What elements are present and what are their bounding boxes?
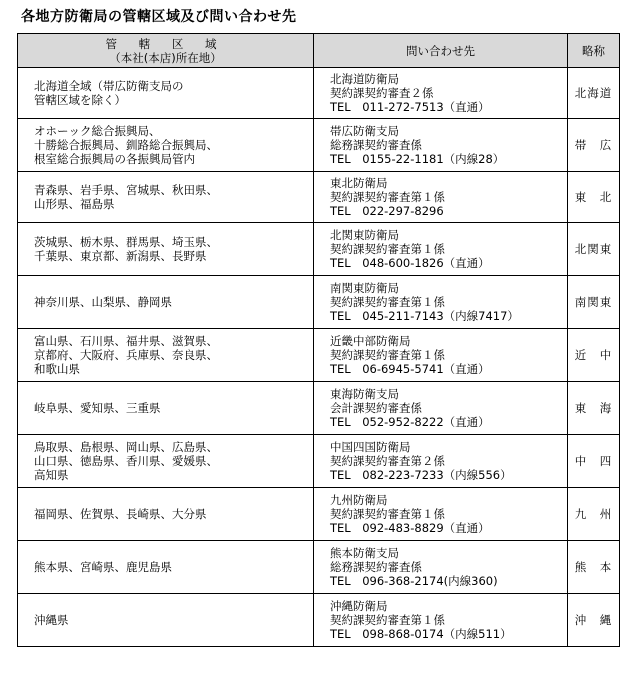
abbreviation-cell: 南関東 (568, 276, 620, 329)
abbreviation-cell: 北海道 (568, 68, 620, 119)
office-name: 東北防衛局 (330, 176, 388, 190)
office-name: 中国四国防衛局 (330, 440, 411, 454)
office-name: 北関東防衛局 (330, 228, 399, 242)
section-name: 契約課契約審査第１係 (330, 242, 445, 256)
abbreviation-cell: 帯 広 (568, 119, 620, 172)
table-row (18, 541, 620, 594)
phone-number: TEL 011-272-7513（直通） (330, 100, 490, 114)
contact-cell (314, 223, 568, 276)
table-row (18, 329, 620, 382)
office-name: 近畿中部防衛局 (330, 334, 411, 348)
section-name: 契約課契約審査第１係 (330, 190, 445, 204)
office-name: 東海防衛支局 (330, 387, 399, 401)
page-title: 各地方防衛局の管轄区域及び問い合わせ先 (21, 9, 297, 25)
abbreviation-cell: 中 四 (568, 435, 620, 488)
table-row (18, 435, 620, 488)
jurisdiction-cell: 熊本県、宮崎県、鹿児島県 (18, 541, 314, 594)
jurisdiction-cell: 富山県、石川県、福井県、滋賀県、 京都府、大阪府、兵庫県、奈良県、 和歌山県 (18, 329, 314, 382)
jurisdiction-cell: 福岡県、佐賀県、長崎県、大分県 (18, 488, 314, 541)
jurisdiction-cell: 鳥取県、島根県、岡山県、広島県、 山口県、徳島県、香川県、愛媛県、 高知県 (18, 435, 314, 488)
contact-cell (314, 276, 568, 329)
jurisdiction-cell: 沖縄県 (18, 594, 314, 647)
phone-number: TEL 0155-22-1181（内線28） (330, 152, 505, 166)
header-jurisdiction (18, 34, 314, 68)
section-name: 契約課契約審査第１係 (330, 613, 445, 627)
jurisdiction-cell: 北海道全域（帯広防衛支局の 管轄区域を除く） (18, 68, 314, 119)
phone-number: TEL 045-211-7143（内線7417） (330, 309, 519, 323)
contact-cell (314, 172, 568, 223)
office-name: 北海道防衛局 (330, 72, 399, 86)
phone-number: TEL 022-297-8296 (330, 204, 444, 218)
contact-cell (314, 119, 568, 172)
header-jurisdiction-sublabel: （本社(本店)所在地） (109, 50, 222, 65)
office-name: 九州防衛局 (330, 493, 388, 507)
contact-cell (314, 541, 568, 594)
table-row (18, 119, 620, 172)
section-name: 会計課契約審査係 (330, 401, 422, 415)
table-header-row (18, 34, 620, 68)
table-row (18, 276, 620, 329)
jurisdiction-cell: オホーック総合振興局、 十勝総合振興局、釧路総合振興局、 根室総合振興局の各振興局管内 (18, 119, 314, 172)
section-name: 契約課契約審査２係 (330, 86, 434, 100)
section-name: 総務課契約審査係 (330, 138, 422, 152)
phone-number: TEL 096-368-2174(内線360) (330, 574, 498, 588)
office-name: 帯広防衛支局 (330, 124, 399, 138)
abbreviation-cell: 東 北 (568, 172, 620, 223)
header-jurisdiction-label: 管 轄 区 域 (105, 36, 226, 51)
header-abbreviation: 略称 (568, 34, 620, 68)
phone-number: TEL 048-600-1826（直通） (330, 256, 490, 270)
header-contact: 問い合わせ先 (314, 34, 568, 68)
section-name: 契約課契約審査第１係 (330, 507, 445, 521)
table-row (18, 68, 620, 119)
table-row (18, 488, 620, 541)
table-row (18, 594, 620, 647)
office-contact-table (17, 33, 620, 647)
abbreviation-cell: 熊 本 (568, 541, 620, 594)
table-body (18, 68, 620, 647)
section-name: 契約課契約審査第２係 (330, 454, 445, 468)
contact-cell (314, 488, 568, 541)
section-name: 総務課契約審査係 (330, 560, 422, 574)
section-name: 契約課契約審査第１係 (330, 348, 445, 362)
abbreviation-cell: 東 海 (568, 382, 620, 435)
abbreviation-cell: 近 中 (568, 329, 620, 382)
abbreviation-cell: 北関東 (568, 223, 620, 276)
jurisdiction-cell: 青森県、岩手県、宮城県、秋田県、 山形県、福島県 (18, 172, 314, 223)
jurisdiction-cell: 神奈川県、山梨県、静岡県 (18, 276, 314, 329)
office-name: 熊本防衛支局 (330, 546, 399, 560)
phone-number: TEL 06-6945-5741（直通） (330, 362, 490, 376)
office-name: 南関東防衛局 (330, 281, 399, 295)
phone-number: TEL 052-952-8222（直通） (330, 415, 490, 429)
jurisdiction-cell: 岐阜県、愛知県、三重県 (18, 382, 314, 435)
table-row (18, 382, 620, 435)
abbreviation-cell: 九 州 (568, 488, 620, 541)
phone-number: TEL 098-868-0174（内線511） (330, 627, 512, 641)
phone-number: TEL 092-483-8829（直通） (330, 521, 490, 535)
contact-cell (314, 435, 568, 488)
contact-cell (314, 382, 568, 435)
table-row (18, 223, 620, 276)
abbreviation-cell: 沖 縄 (568, 594, 620, 647)
contact-cell (314, 329, 568, 382)
table-row (18, 172, 620, 223)
contact-cell (314, 594, 568, 647)
office-name: 沖縄防衛局 (330, 599, 388, 613)
phone-number: TEL 082-223-7233（内線556） (330, 468, 512, 482)
section-name: 契約課契約審査第１係 (330, 295, 445, 309)
jurisdiction-cell: 茨城県、栃木県、群馬県、埼玉県、 千葉県、東京都、新潟県、長野県 (18, 223, 314, 276)
contact-cell (314, 68, 568, 119)
